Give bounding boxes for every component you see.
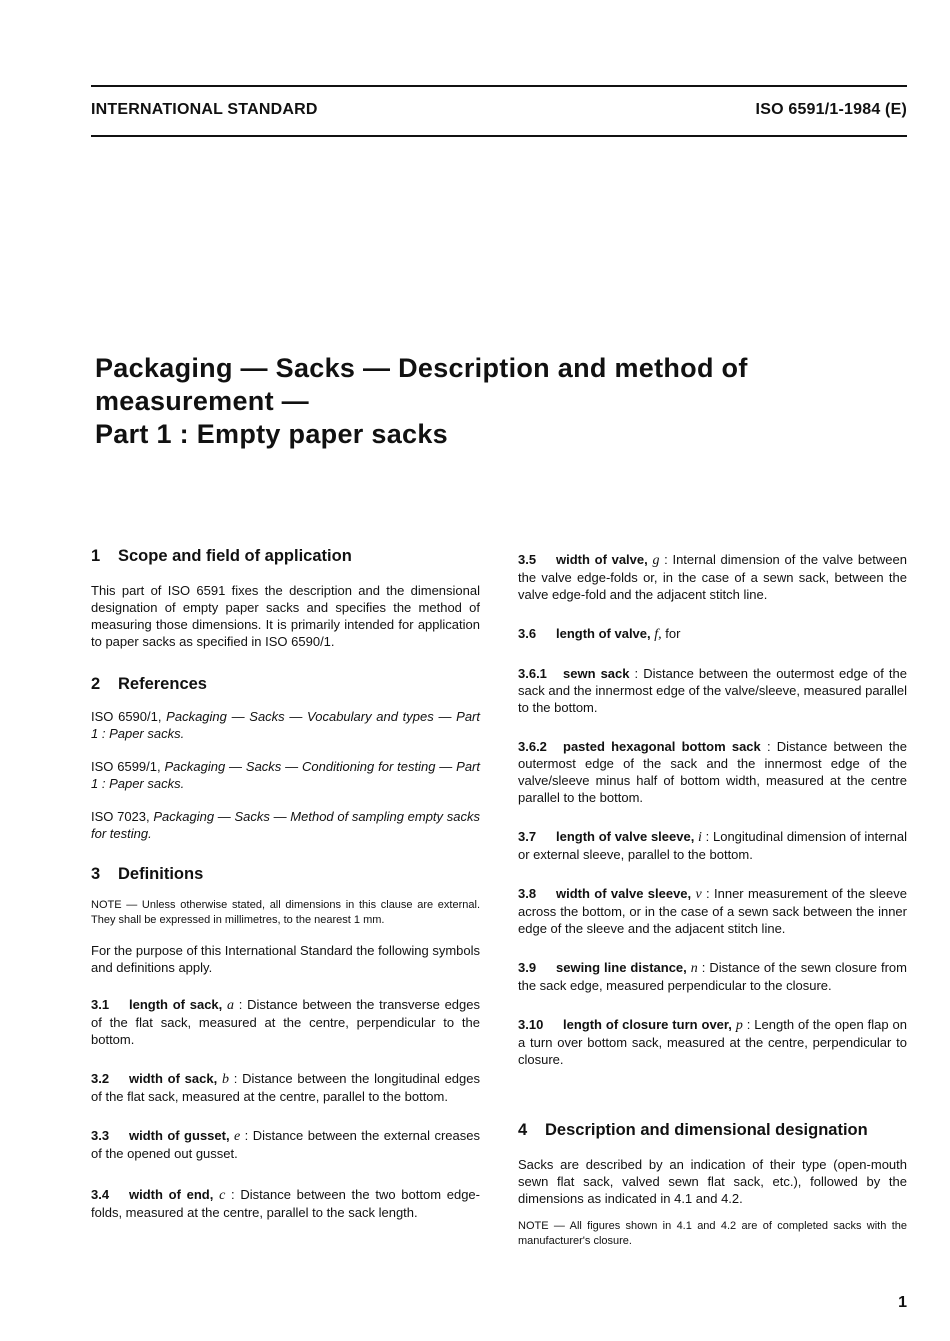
definition-text: Distance between the outermost edge of the sack and the innermost edge of the valve/sleeve minus half of bottom width, measured at the centre parallel to the bottom. xyxy=(518,739,907,805)
definition-3-7: 3.7 length of valve sleeve, i : Longitudinal dimension of internal or external sleeve, parallel to the bottom. xyxy=(518,829,907,862)
definitions-note: NOTE — Unless otherwise stated, all dimensions in this clause are external. They shall be expressed in millimetres, to the nearest 1 mm. xyxy=(91,899,480,926)
symbol: e xyxy=(234,1129,241,1144)
reference-title: Packaging — Sacks — Vocabulary and types — Part 1 : Paper sacks. xyxy=(91,709,480,741)
section-number: 2 xyxy=(91,675,101,693)
term: length of closure turn over, xyxy=(563,1017,732,1032)
reference-item xyxy=(91,808,480,842)
figures-note: NOTE — All figures shown in 4.1 and 4.2 are of completed sacks with the manufacturer's closure. xyxy=(518,1220,907,1247)
section-title: Description and dimensional designation xyxy=(545,1121,868,1139)
section-number: 4 xyxy=(518,1121,528,1139)
definitions-intro: For the purpose of this International Standard the following symbols and definitions apply. xyxy=(91,943,480,975)
symbol: c xyxy=(219,1188,226,1203)
reference-title: Packaging — Sacks — Method of sampling empty sacks for testing. xyxy=(91,809,480,841)
doc-type-label: INTERNATIONAL STANDARD xyxy=(91,101,318,118)
definition-3-6-1: 3.6.1 sewn sack : Distance between the outermost edge of the sack and the innermost edge of the valve/sleeve, measured parallel to the bottom. xyxy=(518,666,908,715)
term: width of end, xyxy=(129,1187,214,1202)
definition-text: Internal dimension of the valve between the valve edge-folds or, in the case of a sewn sack, between the valve edge-fold and the adjacent stitch line. xyxy=(518,552,907,602)
reference-item xyxy=(91,708,480,742)
section-1-heading xyxy=(91,546,480,566)
term: length of valve sleeve, xyxy=(556,829,695,844)
definition-text: Inner measurement of the sleeve across the bottom, or in the case of a sewn sack between the inner edge of the sleeve and the adjacent stitch line. xyxy=(518,886,907,936)
symbol: n xyxy=(690,961,698,976)
section-4-heading xyxy=(518,1120,907,1140)
term: sewn sack xyxy=(563,666,630,681)
definition-text: Distance between the two bottom edge-folds, measured at the centre, parallel to the sack length. xyxy=(91,1187,480,1220)
definition-text: Distance of the sewn closure from the sack edge, measured perpendicular to the closure. xyxy=(518,960,907,993)
term: length of valve, xyxy=(556,626,651,641)
symbol: p xyxy=(735,1018,743,1033)
definition-3-5: 3.5 width of valve, g : Internal dimension of the valve between the valve edge-folds or, in the case of a sewn sack, between the valve edge-fold and the adjacent stitch line. xyxy=(518,552,907,602)
section-number: 3 xyxy=(91,865,101,883)
title-line-2: measurement — xyxy=(95,386,309,416)
definition-text: for xyxy=(665,626,681,641)
section-title: Scope and field of application xyxy=(118,547,352,565)
title-line-3: Part 1 : Empty paper sacks xyxy=(95,419,448,449)
definition-3-6: 3.6 length of valve, f, for xyxy=(518,626,681,642)
term: width of valve, xyxy=(556,552,648,567)
symbol: f, xyxy=(654,627,662,642)
definition-text: Distance between the longitudinal edges of the flat sack, measured at the centre, parallel to the bottom. xyxy=(91,1071,480,1104)
page-number: 1 xyxy=(898,1294,907,1311)
definition-3-4: 3.4 width of end, c : Distance between the two bottom edge-folds, measured at the centre, parallel to the sack length. xyxy=(91,1187,480,1220)
section-title: Definitions xyxy=(118,865,204,883)
reference-id: ISO 7023, xyxy=(91,809,150,824)
definition-text: Distance between the transverse edges of the flat sack, measured at the centre, perpendicular to the bottom. xyxy=(91,997,480,1047)
symbol: i xyxy=(698,830,702,845)
definition-3-9: 3.9 sewing line distance, n : Distance of the sewn closure from the sack edge, measured perpendicular to the closure. xyxy=(518,960,907,993)
section-3-heading xyxy=(91,864,480,884)
definition-text: Longitudinal dimension of internal or external sleeve, parallel to the bottom. xyxy=(518,829,907,862)
right-column xyxy=(518,551,907,1249)
reference-title: Packaging — Sacks — Conditioning for testing — Part 1 : Paper sacks. xyxy=(91,759,480,791)
symbol: a xyxy=(227,998,235,1013)
reference-item xyxy=(91,758,480,792)
description-paragraph: Sacks are described by an indication of their type (open-mouth sewn flat sack, valved sewn flat sack, etc.), followed by the dimensions as indicated in 4.1 and 4.2. xyxy=(518,1157,907,1206)
doc-reference: ISO 6591/1-1984 (E) xyxy=(755,101,907,118)
definition-text: Length of the open flap on a turn over bottom sack, measured at the centre, perpendicular to closure. xyxy=(518,1017,907,1067)
symbol: g xyxy=(652,553,660,568)
definition-3-2: 3.2 width of sack, b : Distance between the longitudinal edges of the flat sack, measured at the centre, parallel to the bottom. xyxy=(91,1071,480,1104)
definition-text: Distance between the external creases of the opened out gusset. xyxy=(91,1128,480,1161)
term: sewing line distance, xyxy=(556,960,687,975)
definition-3-1: 3.1 length of sack, a : Distance between the transverse edges of the flat sack, measured at the centre, perpendicular to the bottom. xyxy=(91,997,480,1047)
left-column xyxy=(91,546,480,1221)
reference-id: ISO 6599/1, xyxy=(91,759,161,774)
reference-id: ISO 6590/1, xyxy=(91,709,162,724)
definition-3-3: 3.3 width of gusset, e : Distance between the external creases of the opened out gusset. xyxy=(91,1128,480,1161)
term: length of sack, xyxy=(129,997,223,1012)
term: width of valve sleeve, xyxy=(556,886,692,901)
symbol: v xyxy=(695,887,702,902)
symbol: b xyxy=(221,1072,229,1087)
scope-paragraph: This part of ISO 6591 fixes the description and the dimensional designation of empty paper sacks and specifies the method of measuring those dimensions. It is primarily intended for application to paper sacks as specified in ISO 6590/1. xyxy=(91,583,480,649)
definition-3-6-2: 3.6.2 pasted hexagonal bottom sack : Distance between the outermost edge of the sack and the innermost edge of the valve/sleeve minus half of bottom width, measured at the centre parallel to the bottom. xyxy=(518,739,907,805)
section-number: 1 xyxy=(91,547,101,565)
definition-3-8: 3.8 width of valve sleeve, v : Inner measurement of the sleeve across the bottom, or in the case of a sewn sack between the inner edge of the sleeve and the adjacent stitch line. xyxy=(518,886,907,936)
header-rule xyxy=(91,135,907,137)
definition-3-10: 3.10 length of closure turn over, p : Length of the open flap on a turn over bottom sack, measured at the centre, perpendicular to closure. xyxy=(518,1017,907,1067)
section-title: References xyxy=(118,675,207,693)
section-2-heading xyxy=(91,674,480,694)
page-title xyxy=(95,352,855,451)
definition-text: Distance between the outermost edge of the sack and the innermost edge of the valve/sleeve, measured parallel to the bottom. xyxy=(518,666,908,715)
title-line-1: Packaging — Sacks — Description and method of xyxy=(95,353,748,383)
term: width of sack, xyxy=(129,1071,218,1086)
term: pasted hexagonal bottom sack xyxy=(563,739,761,754)
term: width of gusset, xyxy=(129,1128,230,1143)
top-rule xyxy=(91,85,907,87)
